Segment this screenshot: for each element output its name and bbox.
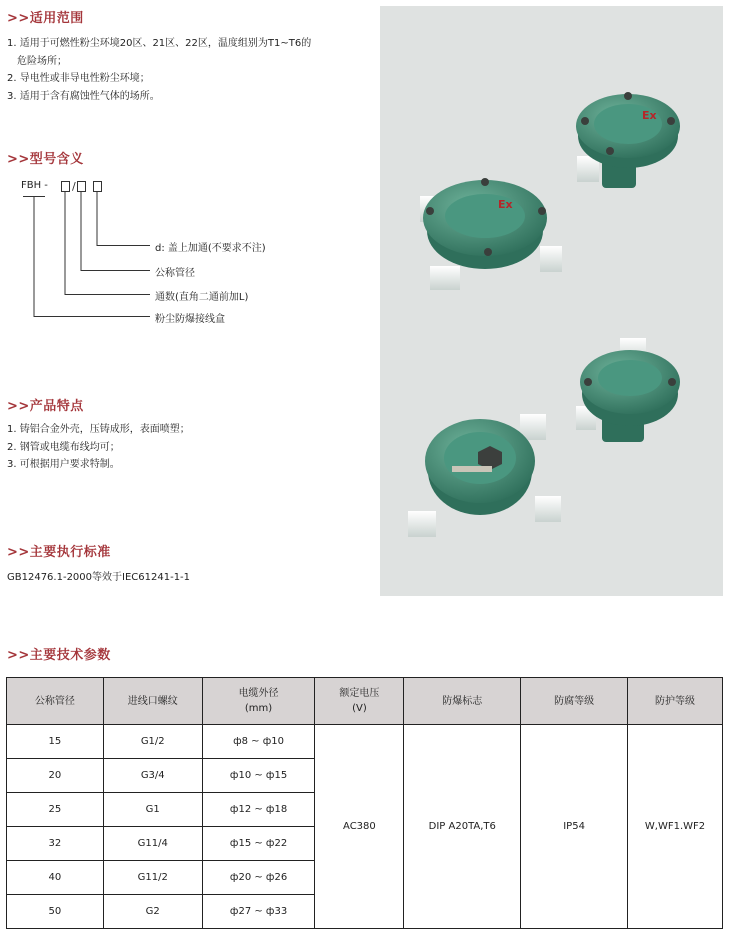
features-list (7, 421, 190, 474)
cell-corrosion: IP54 (521, 725, 628, 929)
col-header-cable-unit: (mm) (244, 703, 273, 714)
model-code-lines (0, 0, 320, 330)
col-header-ex: 防爆标志 (404, 678, 521, 725)
cell-thread: G1/2 (103, 725, 202, 759)
cell-diameter: 20 (7, 759, 104, 793)
cell-thread: G2 (103, 895, 202, 929)
cell-diameter: 25 (7, 793, 104, 827)
cell-diameter: 32 (7, 827, 104, 861)
cell-cable: ф12 ~ ф18 (202, 793, 315, 827)
cell-diameter: 40 (7, 861, 104, 895)
cell-thread: G1 (103, 793, 202, 827)
list-item: 3. 可根据用户要求特制。 (7, 459, 120, 470)
table-row (7, 725, 723, 759)
svg-text:/: / (72, 180, 76, 193)
cell-cable: ф15 ~ ф22 (202, 827, 315, 861)
col-header-cable (202, 678, 315, 725)
list-item: 3. 适用于含有腐蚀性气体的场所。 (7, 90, 160, 102)
model-label-ways: 通数(直角二通前加L) (155, 292, 249, 303)
col-header-cable-label: 电缆外径 (238, 688, 279, 699)
model-label-d: d: 盖上加通(不要求不注) (155, 243, 266, 254)
list-item: 1. 适用于可燃性粉尘环境20区、21区、22区，温度组别为T1~T6的 (7, 38, 312, 49)
col-header-corrosion: 防腐等级 (521, 678, 628, 725)
cell-diameter: 50 (7, 895, 104, 929)
standard-text: GB12476.1-2000等效于IEC61241-1-1 (7, 572, 191, 583)
cell-protection: W,WF1.WF2 (628, 725, 723, 929)
cell-diameter: 15 (7, 725, 104, 759)
model-code-prefix: FBH - (21, 180, 48, 191)
params-heading: >>主要技术参数 (7, 648, 111, 663)
col-header-protection: 防护等级 (628, 678, 723, 725)
col-header-voltage-label: 额定电压 (339, 688, 380, 699)
cell-thread: G3/4 (103, 759, 202, 793)
cell-cable: ф10 ~ ф15 (202, 759, 315, 793)
model-label-box: 粉尘防爆接线盒 (155, 314, 225, 325)
scope-heading: >>适用范围 (7, 11, 84, 26)
features-heading: >>产品特点 (7, 399, 84, 414)
col-header-voltage (315, 678, 404, 725)
model-heading: >>型号含义 (7, 152, 84, 167)
cell-cable: ф8 ~ ф10 (202, 725, 315, 759)
svg-text:Ex: Ex (498, 198, 513, 211)
product-photo (380, 6, 723, 596)
list-item: 危险场所； (17, 55, 67, 67)
col-header-diameter: 公称管径 (7, 678, 104, 725)
list-item: 2. 钢管或电缆布线均可； (7, 441, 120, 453)
cell-voltage: AC380 (315, 725, 404, 929)
cell-ex-mark: DIP A20TA,T6 (404, 725, 521, 929)
cell-cable: ф27 ~ ф33 (202, 895, 315, 929)
cell-thread: G11/4 (103, 827, 202, 861)
list-item: 1. 铸铝合金外壳，压铸成形，表面喷塑； (7, 424, 190, 435)
table-header-row (7, 678, 723, 725)
model-label-diameter: 公称管径 (155, 268, 195, 279)
col-header-thread: 进线口螺纹 (103, 678, 202, 725)
list-item: 2. 导电性或非导电性粉尘环境； (7, 73, 150, 84)
standard-heading: >>主要执行标准 (7, 545, 111, 560)
cell-cable: ф20 ~ ф26 (202, 861, 315, 895)
col-header-voltage-unit: (V) (352, 703, 367, 714)
params-table (6, 677, 723, 929)
cell-thread: G11/2 (103, 861, 202, 895)
ex-mark: Ex (642, 109, 657, 122)
